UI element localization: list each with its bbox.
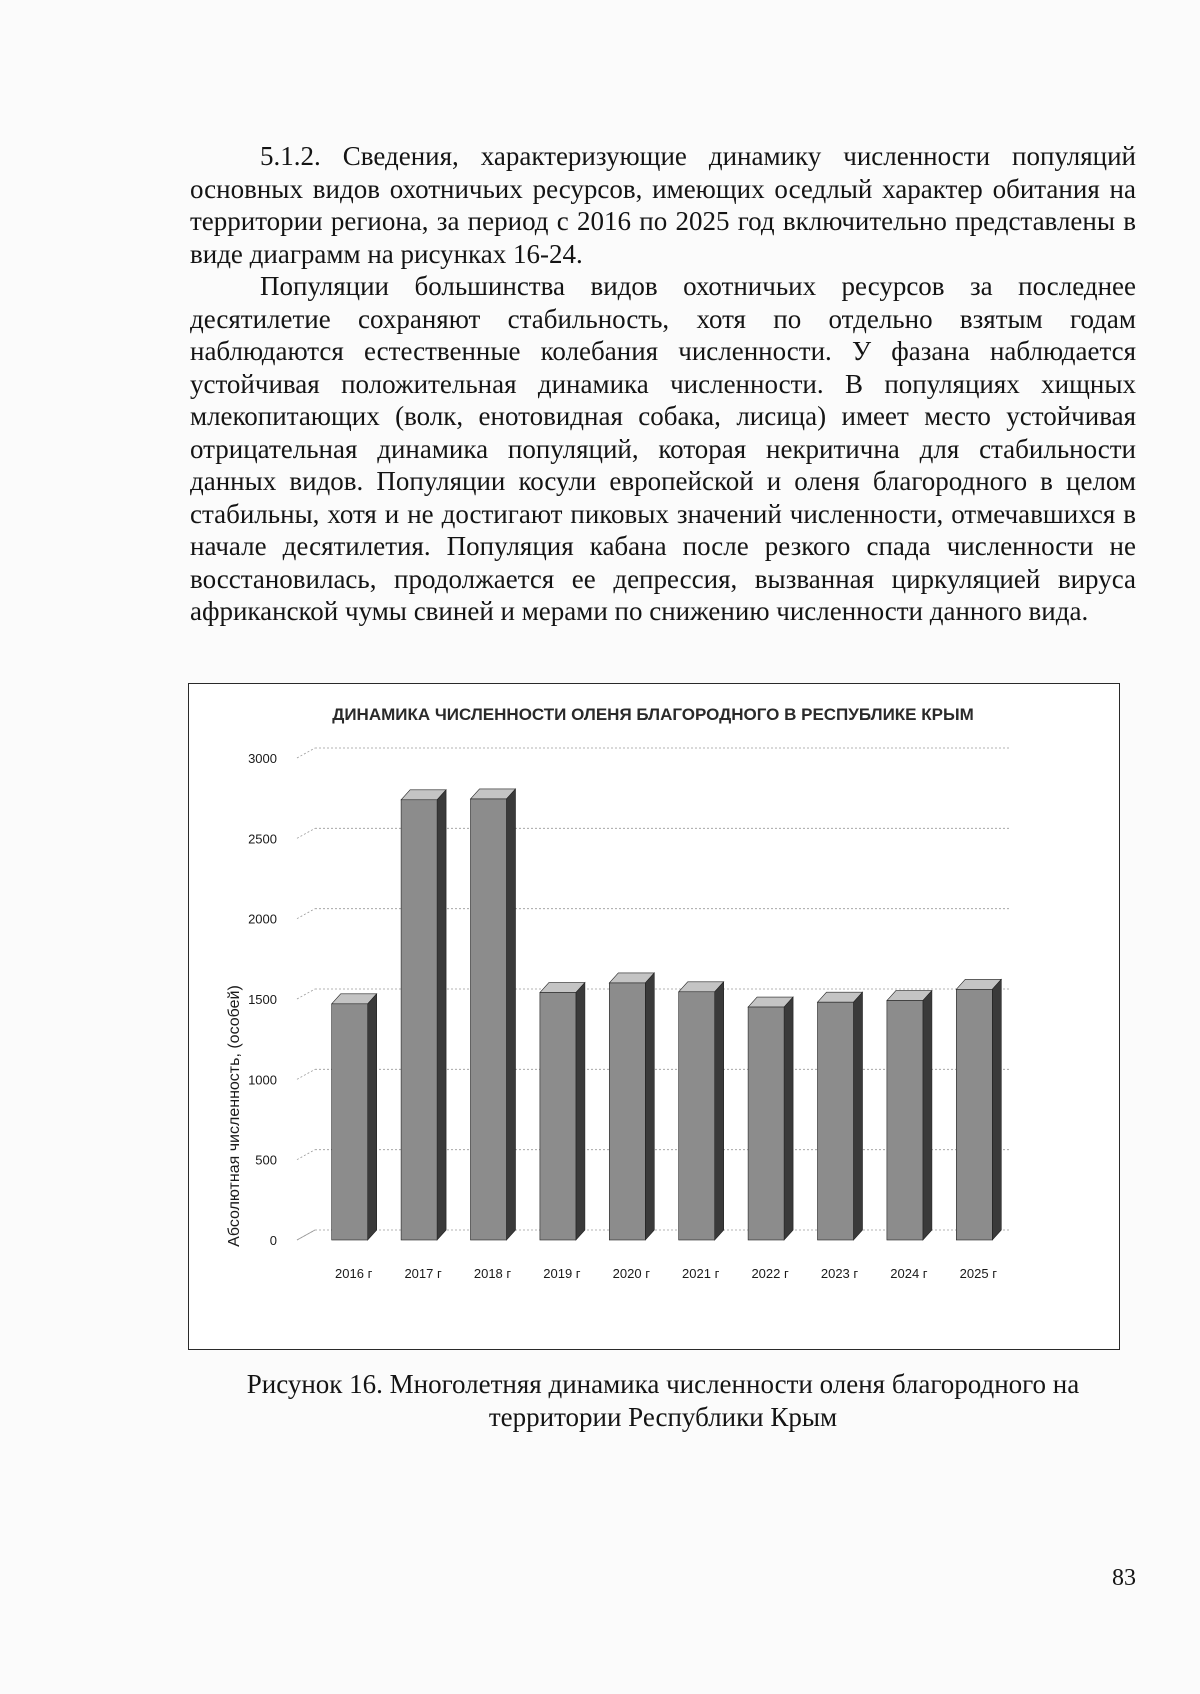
gridline-depth bbox=[297, 989, 315, 999]
x-tick-label: 2019 г bbox=[543, 1266, 581, 1281]
y-axis-label: Абсолютная численность, (особей) bbox=[226, 985, 243, 1247]
x-tick-label: 2022 г bbox=[751, 1266, 789, 1281]
gridline-depth bbox=[297, 748, 315, 758]
bar-front bbox=[887, 1001, 923, 1240]
bar-front bbox=[332, 1004, 368, 1240]
y-tick-label: 2000 bbox=[248, 911, 277, 927]
y-tick-label: 1500 bbox=[248, 992, 277, 1007]
bar-front bbox=[748, 1007, 784, 1240]
x-tick-label: 2017 г bbox=[404, 1266, 442, 1281]
figure-caption bbox=[190, 1368, 1136, 1434]
bar bbox=[887, 991, 932, 1240]
bar-side bbox=[645, 973, 654, 1240]
bar-front bbox=[471, 799, 507, 1240]
floor-edge bbox=[297, 1230, 315, 1240]
page-number: 83 bbox=[1112, 1565, 1136, 1591]
bar-front bbox=[679, 992, 715, 1240]
bar bbox=[748, 997, 793, 1240]
caption-line-1: Рисунок 16. Многолетняя динамика численности оленя благородного на bbox=[246, 1369, 1080, 1399]
bar bbox=[679, 982, 724, 1240]
x-tick-label: 2023 г bbox=[820, 1266, 859, 1281]
chart-title: ДИНАМИКА ЧИСЛЕННОСТИ ОЛЕНЯ БЛАГОРОДНОГО В РЕСПУБЛИКЕ КРЫМ bbox=[332, 705, 974, 724]
bar-front bbox=[818, 1002, 854, 1240]
bar-side bbox=[437, 790, 446, 1240]
gridline-depth bbox=[297, 909, 315, 919]
bar bbox=[401, 790, 446, 1240]
gridline-depth bbox=[297, 828, 315, 838]
bar bbox=[609, 973, 654, 1240]
bar-front bbox=[540, 993, 576, 1240]
bar-front bbox=[609, 983, 645, 1240]
y-tick-label: 3000 bbox=[248, 751, 277, 766]
bar-side bbox=[992, 979, 1001, 1240]
bar-side bbox=[854, 992, 863, 1240]
bar-side bbox=[507, 789, 516, 1240]
bar bbox=[332, 994, 377, 1240]
bar bbox=[818, 992, 863, 1240]
paragraph-population-dynamics: Популяции большинства видов охотничьих ресурсов за последнее десятилетие сохраняют стабильность, хотя по отдельно взятым годам наблюдаются естественные колебания численности. У фазана наблюдается устойчивая положительная динамика численности. В популяциях хищных млекопитающих (волк, енотовидная собака, лисица) имеет место устойчивая отрицательная динамика популяций, которая некритична для стабильности данных видов. Популяции косули европейской и оленя благородного в целом стабильны, хотя и не достигают пиковых значений численности, отмечавшихся в начале десятилетия. Популяция кабана после резкого спада численности не восстановилась, продолжается ее депрессия, вызванная циркуляцией вируса африканской чумы свиней и мерами по снижению численности данного вида. bbox=[190, 271, 1136, 626]
x-tick-label: 2021 г bbox=[682, 1266, 720, 1281]
bar-chart bbox=[189, 684, 1118, 1348]
bar-side bbox=[784, 997, 793, 1240]
gridline-depth bbox=[297, 1150, 315, 1160]
y-tick-label: 2500 bbox=[248, 831, 277, 847]
y-tick-label: 0 bbox=[269, 1233, 277, 1248]
body-text bbox=[190, 140, 1136, 628]
paragraph-section-5-1-2: 5.1.2. Сведения, характеризующие динамику численности популяций основных видов охотничьих ресурсов, имеющих оседлый характер обитания на территории региона, за период с 2016 по 2025 год включительно представлены в виде диаграмм на рисунках 16-24. bbox=[190, 141, 1136, 269]
gridline-depth bbox=[297, 1069, 315, 1079]
bar bbox=[956, 979, 1001, 1240]
chart-figure bbox=[188, 683, 1120, 1350]
bar-side bbox=[715, 982, 724, 1240]
x-tick-label: 2016 г bbox=[335, 1266, 373, 1281]
bar-front bbox=[956, 989, 992, 1240]
y-tick-label: 1000 bbox=[248, 1072, 277, 1088]
y-tick-label: 500 bbox=[255, 1152, 277, 1168]
x-tick-label: 2025 г bbox=[959, 1266, 997, 1281]
bar-front bbox=[401, 800, 437, 1240]
x-tick-label: 2020 г bbox=[612, 1266, 650, 1281]
x-tick-label: 2024 г bbox=[890, 1266, 928, 1281]
bar-side bbox=[368, 994, 377, 1240]
x-tick-label: 2018 г bbox=[473, 1266, 512, 1281]
bar-side bbox=[576, 983, 585, 1240]
bar bbox=[540, 983, 585, 1240]
bar bbox=[471, 789, 516, 1240]
bar-side bbox=[923, 991, 932, 1240]
caption-line-2: территории Республики Крым bbox=[488, 1402, 838, 1432]
